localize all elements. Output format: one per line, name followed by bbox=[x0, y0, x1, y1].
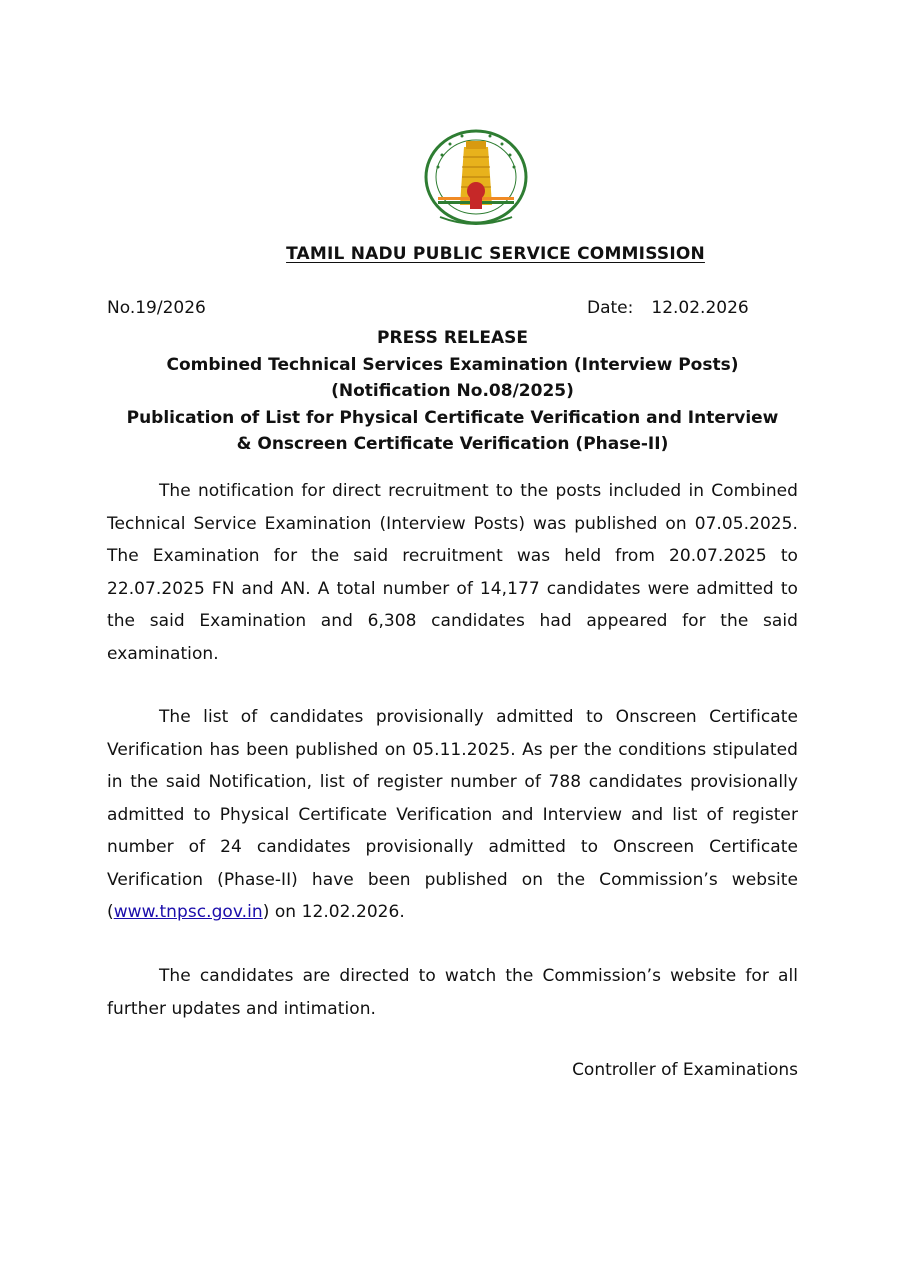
signature-designation: Controller of Examinations bbox=[572, 1060, 798, 1080]
date-label: Date: bbox=[587, 298, 634, 318]
heading-exam-name: Combined Technical Services Examination (Interview Posts) bbox=[166, 354, 739, 375]
organization-title bbox=[0, 244, 905, 264]
press-release-headings bbox=[100, 325, 805, 458]
heading-notification-number: (Notification No.08/2025) bbox=[331, 381, 574, 401]
paragraph-publication-tail: ) on 12.02.2026. bbox=[262, 902, 405, 922]
heading-press-release: PRESS RELEASE bbox=[377, 328, 528, 348]
paragraph-publication-text: The list of candidates provisionally admitted to Onscreen Certificate Verification has been published on 05.11.2025. As per the conditions stipulated in the said Notification, list of register number of 788 candidates provisionally admitted to Physical Certificate Verification and Interview and list of register number of 24 candidates provisionally admitted to Onscreen Certificate Verification (Phase-II) have been published on the Commission’s website ( bbox=[107, 707, 798, 922]
paragraph-exam-details: The notification for direct recruitment to the posts included in Combined Technical Service Examination (Interview Posts) was published on 07.05.2025. The Examination for the said recruitment was held from 20.07.2025 to 22.07.2025 FN and AN. A total number of 14,177 candidates were admitted to the said Examination and 6,308 candidates had appeared for the said examination. bbox=[107, 481, 798, 664]
tnpsc-website-link[interactable]: www.tnpsc.gov.in bbox=[113, 902, 263, 922]
date-value: 12.02.2026 bbox=[651, 298, 749, 318]
organization-name: TAMIL NADU PUBLIC SERVICE COMMISSION bbox=[286, 244, 705, 264]
heading-subject-line2: & Onscreen Certificate Verification (Phase-II) bbox=[236, 434, 669, 454]
reference-number: No.19/2026 bbox=[107, 298, 206, 318]
tamil-nadu-emblem-icon bbox=[418, 127, 534, 233]
heading-subject-line1: Publication of List for Physical Certificate Verification and Interview bbox=[126, 407, 779, 428]
paragraph-instructions: The candidates are directed to watch the Commission’s website for all further updates and intimation. bbox=[107, 966, 798, 1019]
release-date bbox=[587, 298, 749, 318]
paragraph-publication bbox=[107, 701, 798, 929]
